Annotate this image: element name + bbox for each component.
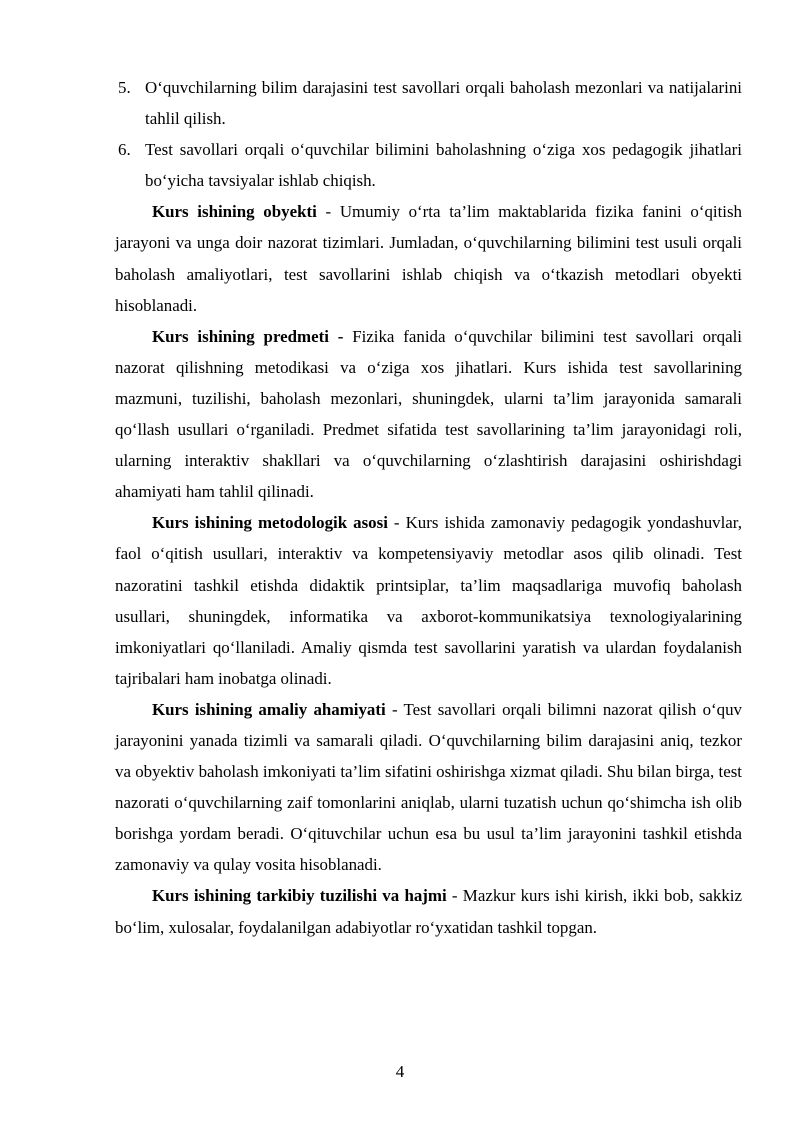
paragraph-heading: Kurs ishining predmeti - (152, 326, 344, 346)
list-item-number: 6. (118, 140, 131, 160)
paragraph-text: - Umumiy o‘rta ta’lim maktablarida fizika fanini o‘qitish jarayoni va unga doir nazorat tizimlari. Jumladan, o‘quvchilarning bilimini test usuli orqali baholash amaliyotlari, test savollarini ishlab chiqish va o‘tkazish metodlari obyekti hisoblanadi. (115, 202, 742, 315)
paragraph-tarkibiy-tuzilishi (115, 880, 742, 942)
paragraph-heading: Kurs ishining tarkibiy tuzilishi va hajmi (152, 886, 447, 906)
paragraph-text: - Mazkur kurs ishi kirish, ikki bob, sakkiz bo‘lim, xulosalar, foydalanilgan adabiyotlar ro‘yxatidan tashkil topgan. (115, 886, 742, 937)
list-item-6 (115, 134, 742, 196)
list-item-number: 5. (118, 78, 131, 97)
paragraph-obyekti (115, 196, 742, 320)
paragraph-text: - Test savollari orqali bilimni nazorat qilish o‘quv jarayonini yanada tizimli va samarali qiladi. O‘quvchilarning bilim darajasini aniq, tezkor va obyektiv baholash imkoniyati ta’lim sifatini oshirishga xizmat qiladi. Shu bilan birga, test nazorati o‘quvchilarning zaif tomonlarini aniqlab, ularni tuzatish uchun qo‘shimcha ish olib borishga yordam beradi. O‘qituvchilar uchun esa bu usul ta’lim jarayonini tashkil etishda zamonaviy va qulay vosita hisoblanadi. (115, 699, 742, 875)
paragraph-text: - Kurs ishida zamonaviy pedagogik yondashuvlar, faol o‘qitish usullari, interaktiv va kompetensiyaviy metodlar asos qilib olinadi. Test nazoratini tashkil etishda didaktik printsiplar, ta’lim maqsadlariga muvofiq baholash usullari, shuningdek, informatika va axborot-kommunikatsiya texnologiyalarining imkoniyatlari qo‘llaniladi. Amaliy qismda test savollarini yaratish va ulardan foydalanish tajribalari ham inobatga olinadi. (115, 513, 742, 688)
paragraph-predmeti (115, 321, 742, 508)
paragraph-heading: Kurs ishining amaliy ahamiyati (152, 699, 386, 719)
paragraph-text: Fizika fanida o‘quvchilar bilimini test savollari orqali nazorat qilishning metodikasi va o‘ziga xos jihatlari. Kurs ishida test savollarining mazmuni, tuzilishi, baholash mezonlari, shuningdek, ularni ta’lim jarayonida samarali qo‘llash usullari o‘rganiladi. Predmet sifatida test savollarining ta’lim jarayonidagi roli, ularning interaktiv shakllari va o‘quvchilarning o‘zlashtirish darajasini oshirishdagi ahamiyati ham tahlil qilinadi. (115, 326, 742, 502)
page-number: 4 (395, 1062, 405, 1081)
page-content (115, 72, 742, 943)
paragraph-heading: Kurs ishining metodologik asosi (152, 513, 388, 533)
paragraph-metodologik-asosi (115, 507, 742, 694)
list-item-text: O‘quvchilarning bilim darajasini test savollari orqali baholash mezonlari va natijalarini tahlil qilish. (145, 78, 742, 129)
list-item-5 (115, 72, 742, 134)
paragraph-amaliy-ahamiyati (115, 694, 742, 881)
paragraph-heading: Kurs ishining obyekti (152, 202, 317, 222)
list-item-text: Test savollari orqali o‘quvchilar bilimini baholashning o‘ziga xos pedagogik jihatlari bo‘yicha tavsiyalar ishlab chiqish. (145, 140, 742, 191)
